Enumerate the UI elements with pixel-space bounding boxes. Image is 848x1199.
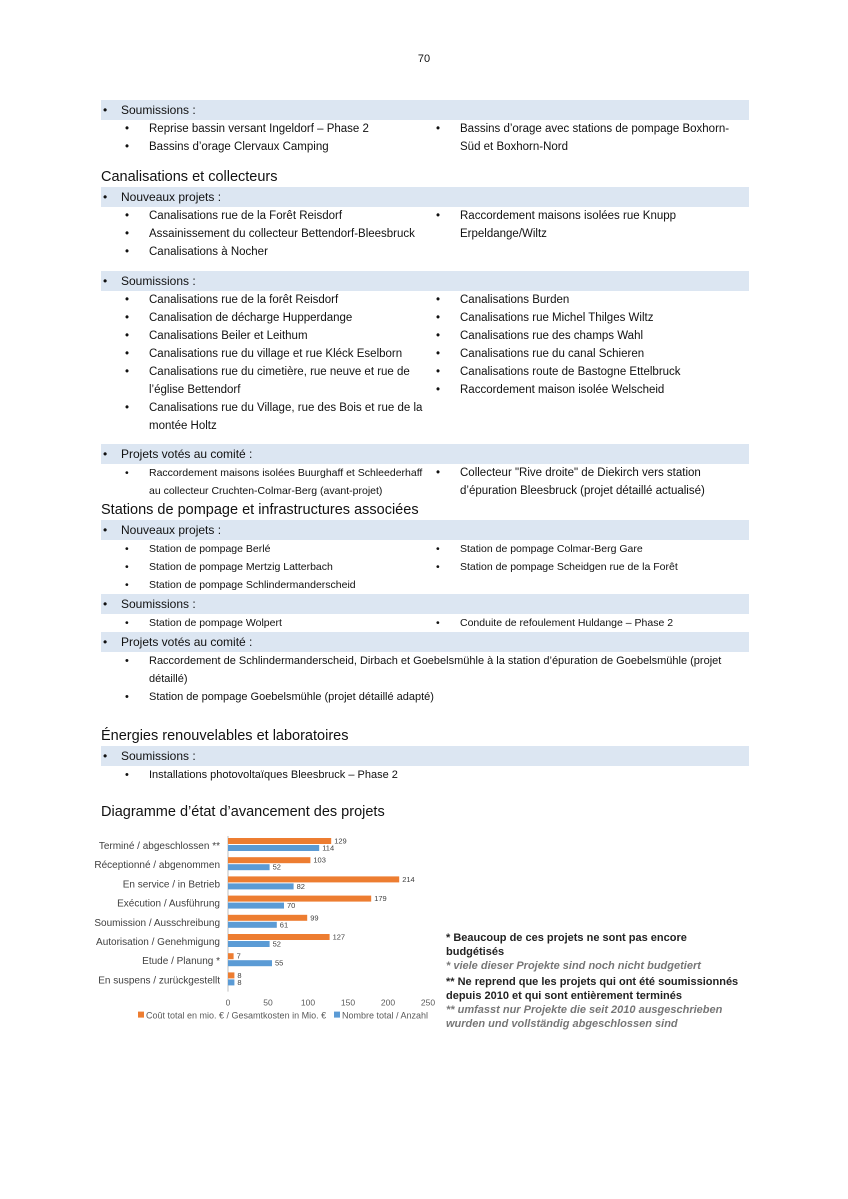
- list-item: • Installations photovoltaïques Bleesbruck – Phase 2: [101, 766, 749, 784]
- bullet-list: [434, 207, 749, 243]
- list-item: • Station de pompage Berlé: [101, 540, 434, 558]
- category-label: Terminé / abgeschlossen **: [98, 841, 220, 852]
- bullet-list: [434, 120, 749, 156]
- section-label: Projets votés au comité :: [121, 635, 253, 649]
- note-de-2: ** umfasst nur Projekte die seit 2010 ausgeschrieben wurden und vollständig abgeschlossen sind: [446, 1004, 723, 1030]
- section-heading-canalisations: Canalisations et collecteurs: [101, 169, 278, 185]
- bullet-list: [101, 652, 749, 706]
- chart-notes: [446, 931, 746, 1031]
- bullet-list: [434, 291, 749, 399]
- note-fr-2: ** Ne reprend que les projets qui ont été soumissionnés depuis 2010 et qui sont entièrement terminés: [446, 976, 739, 1002]
- projets-votes-bar: • Projets votés au comité :: [101, 444, 749, 464]
- bullet-list: [434, 464, 749, 500]
- projets-votes-columns: [101, 464, 749, 500]
- page-number: 70: [417, 53, 431, 65]
- list-item: • Raccordement de Schlindermanderscheid, Dirbach et Goebelsmühle à la station d’épuration de Goebelsmühle (projet détaillé): [101, 652, 749, 688]
- x-tick-label: 0: [225, 997, 231, 1008]
- data-label: 214: [402, 874, 415, 884]
- data-label: 129: [334, 836, 347, 846]
- category-label: Réceptionné / abgenommen: [94, 860, 220, 872]
- list-item: • Bassins d’orage avec stations de pompage Boxhorn-Süd et Boxhorn-Nord: [434, 120, 749, 156]
- soumissions-bar: • Soumissions :: [101, 271, 749, 291]
- bar-count: [228, 903, 284, 909]
- bar-cost: [228, 876, 399, 882]
- section-heading-energies: Énergies renouvelables et laboratoires: [101, 728, 349, 744]
- bar-count: [228, 922, 277, 928]
- bullet-list: [101, 464, 434, 500]
- list-item: • Canalisations rue de la Forêt Reisdorf: [101, 207, 434, 225]
- list-item: • Canalisation de décharge Hupperdange: [101, 309, 434, 327]
- section-label: Soumissions :: [121, 749, 196, 763]
- section-heading-stations: Stations de pompage et infrastructures associées: [101, 502, 419, 518]
- data-label: 52: [272, 862, 281, 872]
- legend-swatch-cost: [138, 1012, 144, 1018]
- note-de-1: * viele dieser Projekte sind noch nicht budgetiert: [446, 960, 701, 972]
- progress-bar-chart: [94, 833, 440, 1023]
- bar-cost: [228, 896, 371, 902]
- category-label: Soumission / Ausschreibung: [94, 917, 220, 929]
- data-label: 52: [272, 939, 281, 949]
- x-tick-label: 200: [380, 997, 396, 1008]
- legend-label-cost: Coût total en mio. € / Gesamtkosten in Mio. €: [146, 1010, 327, 1021]
- data-label: 70: [287, 901, 296, 911]
- data-label: 99: [310, 913, 319, 923]
- list-item: • Raccordement maison isolée Welscheid: [434, 381, 749, 399]
- projets-votes-list: [101, 652, 749, 706]
- list-item: • Canalisations rue des champs Wahl: [434, 327, 749, 345]
- data-label: 103: [313, 855, 326, 865]
- list-item: • Station de pompage Goebelsmühle (projet détaillé adapté): [101, 688, 749, 706]
- bullet-list: [101, 207, 434, 261]
- bar-count: [228, 960, 272, 966]
- list-item: • Canalisations rue Michel Thilges Wiltz: [434, 309, 749, 327]
- list-item: • Canalisations Burden: [434, 291, 749, 309]
- x-tick-label: 250: [420, 997, 436, 1008]
- soumissions-list: [101, 766, 749, 784]
- legend-swatch-count: [334, 1012, 340, 1018]
- section-heading-diagramme: Diagramme d’état d’avancement des projets: [101, 804, 385, 820]
- list-item: • Canalisations rue du Village, rue des Bois et rue de la montée Holtz: [101, 399, 434, 435]
- category-label: Autorisation / Genehmigung: [96, 937, 220, 948]
- soumissions-bar: • Soumissions :: [101, 594, 749, 614]
- x-tick-label: 100: [300, 997, 316, 1008]
- data-label: 61: [279, 920, 289, 930]
- list-item: • Canalisations rue du village et rue Kléck Eselborn: [101, 345, 434, 363]
- list-item: • Assainissement du collecteur Bettendorf-Bleesbruck: [101, 225, 434, 243]
- list-item: • Station de pompage Scheidgen rue de la Forêt: [434, 558, 749, 576]
- bar-cost: [228, 857, 310, 863]
- section-label: Projets votés au comité :: [121, 447, 253, 461]
- x-tick-label: 150: [340, 997, 356, 1008]
- nouveaux-projets-columns: [101, 207, 749, 261]
- bar-count: [228, 941, 270, 947]
- data-label: 179: [374, 894, 387, 904]
- list-item: • Station de pompage Wolpert: [101, 614, 434, 632]
- section-label: Soumissions :: [121, 597, 196, 611]
- bullet: •: [103, 103, 108, 117]
- bar-cost: [228, 972, 234, 978]
- x-tick-label: 50: [263, 997, 273, 1008]
- bullet-list: [434, 614, 749, 632]
- bar-count: [228, 845, 319, 851]
- bar-count: [228, 883, 294, 889]
- list-item: • Conduite de refoulement Huldange – Phase 2: [434, 614, 749, 632]
- section-label: Nouveaux projets :: [121, 190, 222, 204]
- list-item: • Station de pompage Colmar-Berg Gare: [434, 540, 749, 558]
- list-item: • Collecteur "Rive droite" de Diekirch vers station d’épuration Bleesbruck (projet détaillé actualisé): [434, 464, 749, 500]
- list-item: • Canalisations Beiler et Leithum: [101, 327, 434, 345]
- section-label: Soumissions :: [121, 103, 196, 117]
- soumissions-bar: [101, 100, 749, 120]
- bullet-list: [101, 614, 434, 632]
- bullet-list: [101, 766, 749, 784]
- bullet-list: [434, 540, 749, 576]
- nouveaux-projets-bar: • Nouveaux projets :: [101, 187, 749, 207]
- list-item: • Canalisations à Nocher: [101, 243, 434, 261]
- legend-label-count: Nombre total / Anzahl: [342, 1010, 429, 1021]
- page-content: [101, 100, 749, 822]
- nouveaux-projets-columns: [101, 540, 749, 594]
- data-label: 127: [332, 932, 346, 942]
- list-item: • Station de pompage Schlindermanderscheid: [101, 576, 434, 594]
- list-item: • Canalisations rue de la forêt Reisdorf: [101, 291, 434, 309]
- data-label: 7: [236, 951, 241, 961]
- soumissions-columns: [101, 291, 749, 435]
- list-item: • Raccordement maisons isolées Buurghaff et Schleederhaff au collecteur Cruchten-Colmar-Berg (avant-projet): [101, 464, 434, 500]
- category-label: Exécution / Ausführung: [117, 898, 220, 910]
- data-label: 8: [237, 977, 242, 987]
- bullet-list: [101, 291, 434, 435]
- data-label: 8: [237, 970, 242, 980]
- list-item: • Station de pompage Mertzig Latterbach: [101, 558, 434, 576]
- soumissions-bar: • Soumissions :: [101, 746, 749, 766]
- projets-votes-bar: • Projets votés au comité :: [101, 632, 749, 652]
- data-label: 114: [322, 843, 335, 853]
- category-label: En service / in Betrieb: [122, 879, 220, 891]
- chart-svg: [94, 833, 440, 1023]
- section-label: Soumissions :: [121, 274, 196, 288]
- bullet-list: [101, 120, 434, 156]
- soumissions-columns: [101, 120, 749, 156]
- list-item: • Bassins d’orage Clervaux Camping: [101, 138, 434, 156]
- data-label: 55: [275, 958, 284, 968]
- list-item: • Raccordement maisons isolées rue Knupp Erpeldange/Wiltz: [434, 207, 749, 243]
- bar-cost: [228, 915, 307, 921]
- soumissions-columns: [101, 614, 749, 632]
- nouveaux-projets-bar: • Nouveaux projets :: [101, 520, 749, 540]
- list-item: • Reprise bassin versant Ingeldorf – Phase 2: [101, 120, 434, 138]
- note-fr-1: * Beaucoup de ces projets ne sont pas encore budgétisés: [446, 932, 687, 958]
- category-label: En suspens / zurückgestellt: [98, 975, 220, 987]
- bullet-list: [101, 540, 434, 594]
- list-item: • Canalisations rue du canal Schieren: [434, 345, 749, 363]
- bar-count: [228, 979, 234, 985]
- bar-count: [228, 864, 270, 870]
- bar-cost: [228, 838, 331, 844]
- list-item: • Canalisations route de Bastogne Ettelbruck: [434, 363, 749, 381]
- list-item: • Canalisations rue du cimetière, rue neuve et rue de l’église Bettendorf: [101, 363, 434, 399]
- section-label: Nouveaux projets :: [121, 523, 222, 537]
- data-label: 82: [296, 881, 305, 891]
- bar-cost: [228, 953, 234, 959]
- category-label: Etude / Planung *: [142, 956, 220, 968]
